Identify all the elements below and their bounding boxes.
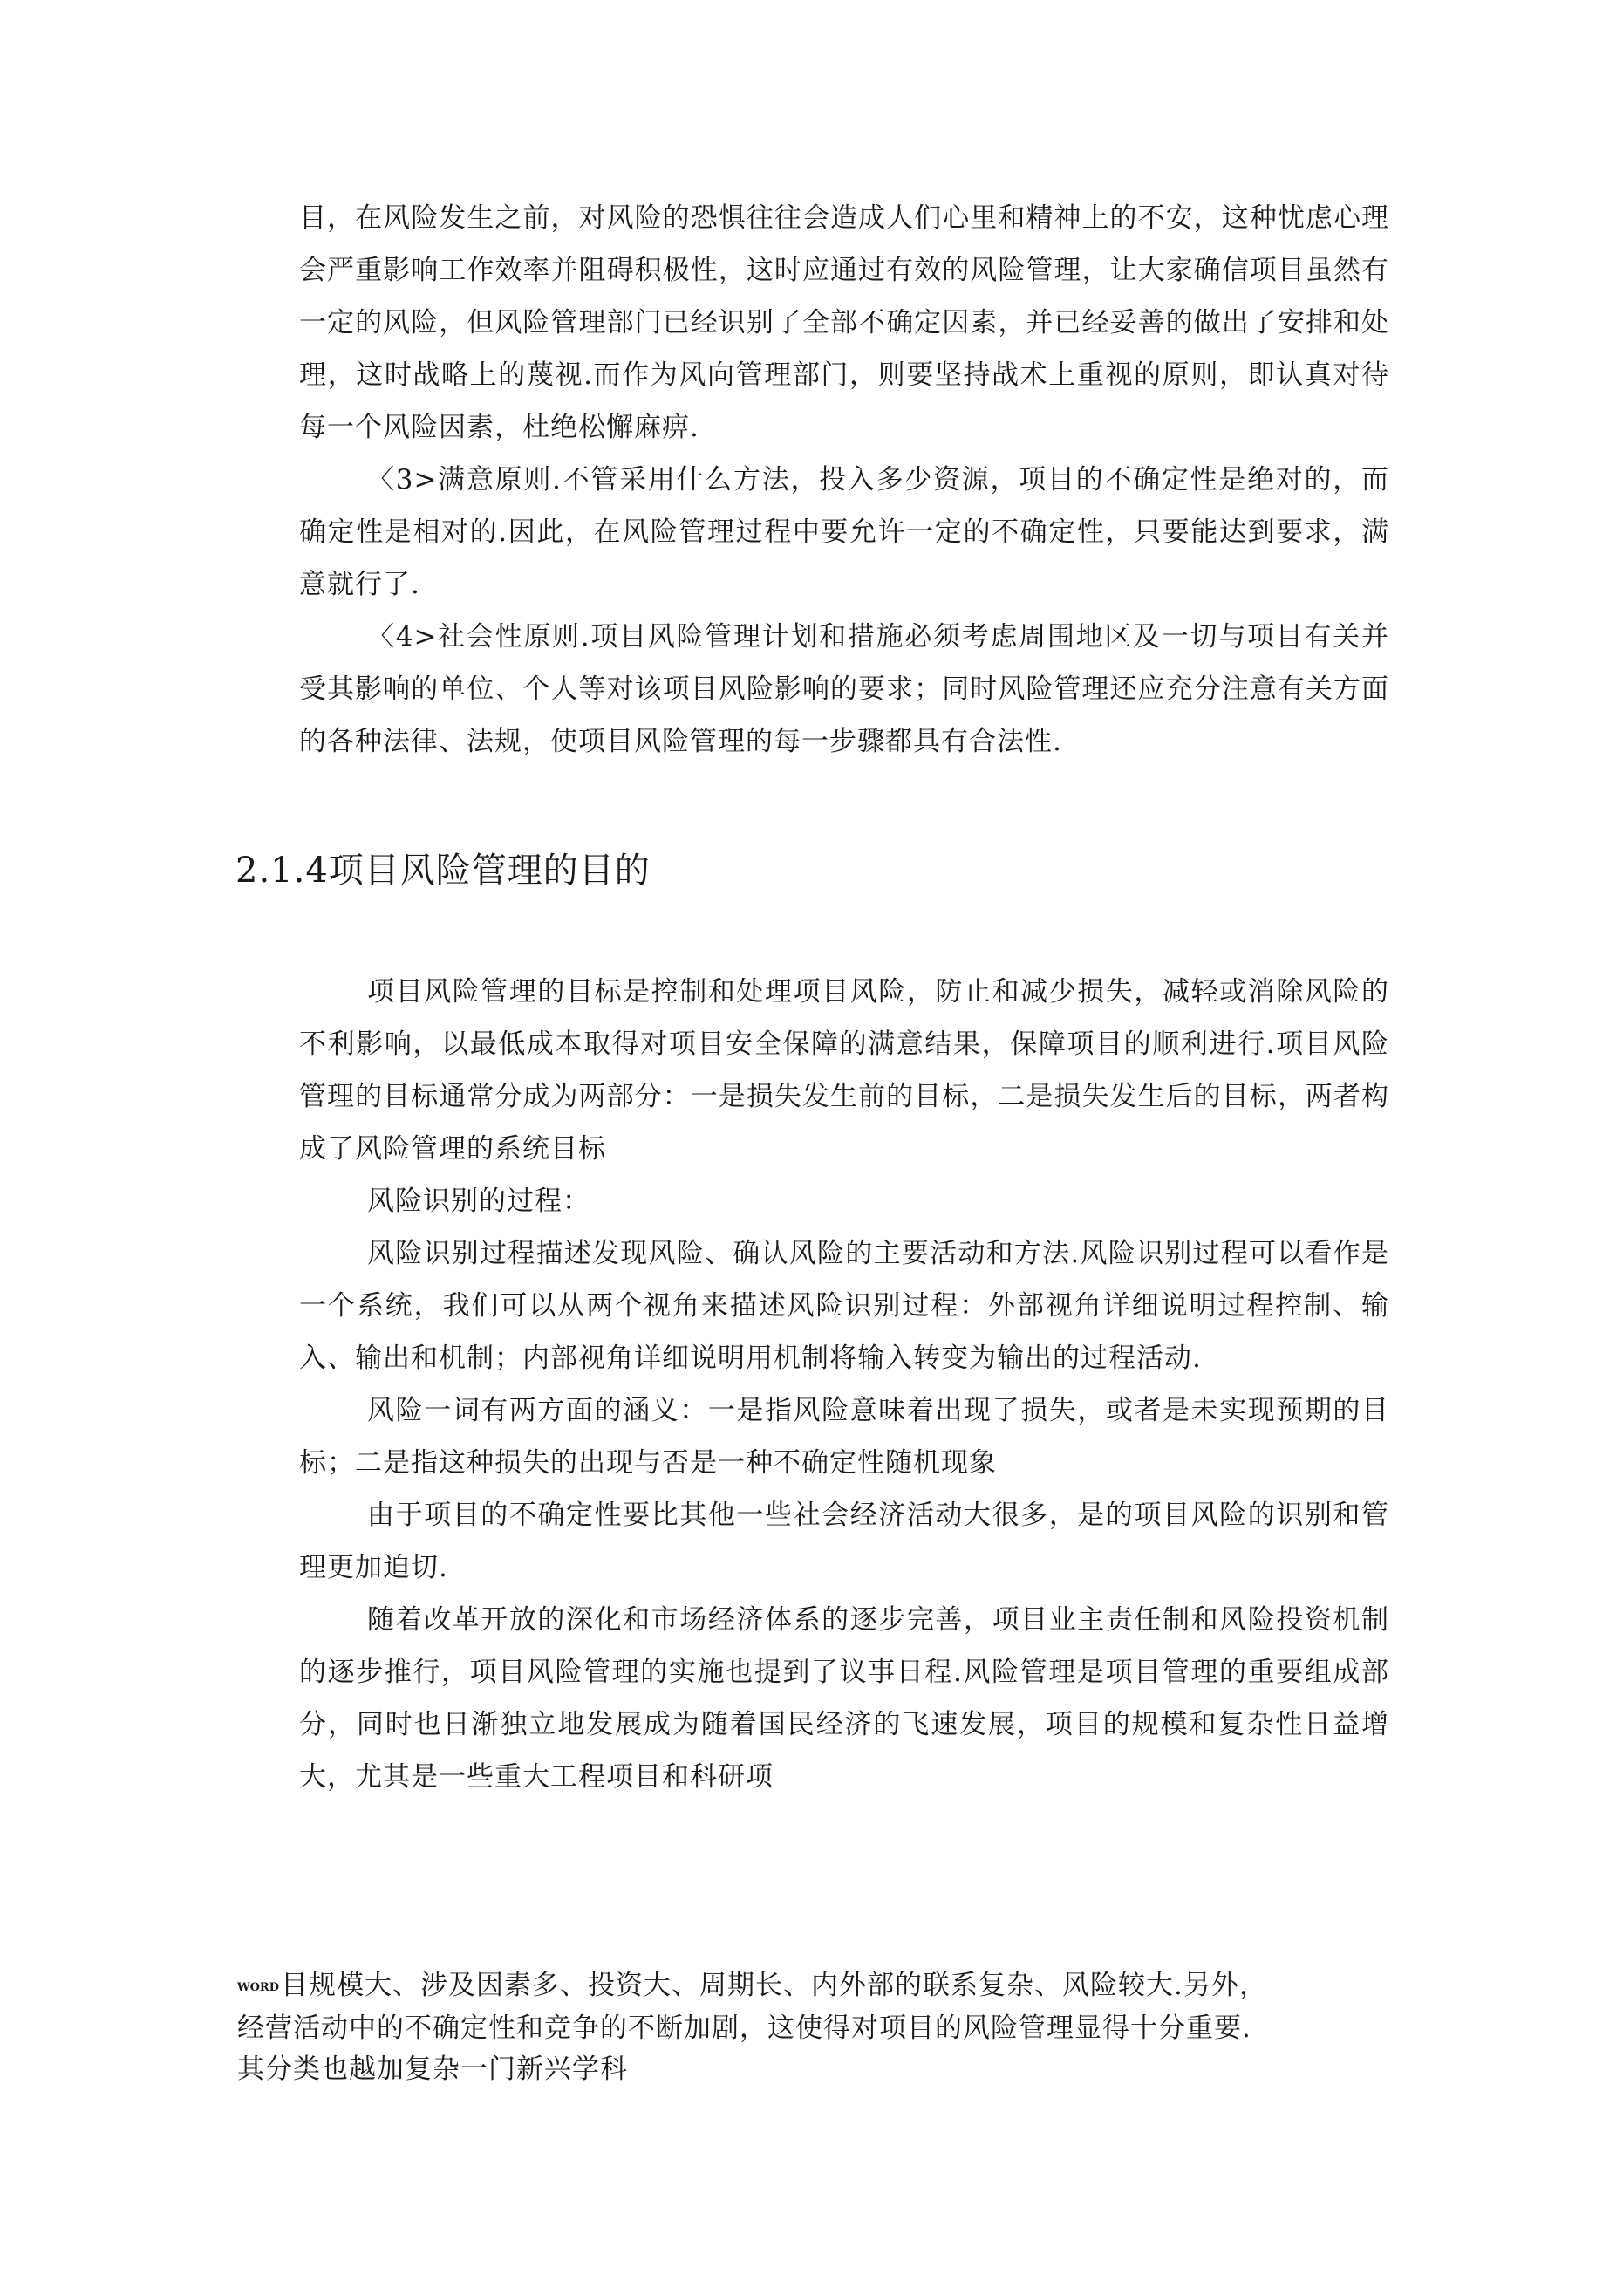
paragraph-satisfaction-principle: 〈3>满意原则.不管采用什么方法，投入多少资源，项目的不确定性是绝对的，而确定性是相对的.因此，在风险管理过程中要允许一定的不确定性，只要能达到要求，满意就行了. [299,464,1389,600]
footer-line-2: 经营活动中的不确定性和竞争的不断加剧，这使得对项目的风险管理显得十分重要. [237,2012,1251,2044]
paragraph-risk-meaning: 风险一词有两方面的涵义：一是指风险意味着出现了损失，或者是未实现预期的目标；二是指这种损失的出现与否是一种不确定性随机现象 [299,1395,1389,1479]
footer-line-1-text: 目规模大、涉及因素多、投资大、周期长、内外部的联系复杂、风险较大.另外， [281,1970,1267,2001]
paragraph-identification-process: 风险识别过程描述发现风险、确认风险的主要活动和方法.风险识别过程可以看作是一个系统，我们可以从两个视角来描述风险识别过程：外部视角详细说明过程控制、输入、输出和机制；内部视角详细说明用机制将输入转变为输出的过程活动. [299,1238,1389,1374]
footer-line-3: 其分类也越加复杂一门新兴学科 [237,2053,628,2085]
paragraph-social-principle: 〈4>社会性原则.项目风险管理计划和措施必须考虑周围地区及一切与项目有关并受其影响的单位、个人等对该项目风险影响的要求；同时风险管理还应充分注意有关方面的各种法律、法规，使项目风险管理的每一步骤都具有合法性. [299,621,1389,757]
section-heading: 2.1.4项目风险管理的目的 [235,851,651,891]
paragraph-identification-title: 风险识别的过程： [367,1186,590,1217]
section-principles [299,192,1389,768]
paragraph-uncertainty: 由于项目的不确定性要比其他一些社会经济活动大很多，是的项目风险的识别和管理更加迫切. [299,1500,1389,1583]
paragraph-objectives: 项目风险管理的目标是控制和处理项目风险，防止和减少损失，减轻或消除风险的不利影响，以最低成本取得对项目安全保障的满意结果，保障项目的顺利进行.项目风险管理的目标通常分成为两部分：一是损失发生前的目标，二是损失发生后的目标，两者构成了风险管理的系统目标 [299,976,1389,1165]
paragraph-continuation: 目，在风险发生之前，对风险的恐惧往往会造成人们心里和精神上的不安，这种忧虑心理会严重影响工作效率并阻碍积极性，这时应通过有效的风险管理，让大家确信项目虽然有一定的风险，但风险管理部门已经识别了全部不确定因素，并已经妥善的做出了安排和处理，这时战略上的蔑视.而作为风向管理部门，则要坚持战术上重视的原则，即认真对待每一个风险因素，杜绝松懈麻痹. [299,202,1389,443]
footer-line-1 [237,1965,1397,2008]
page-footer [237,1965,1397,2090]
word-watermark: WORD [237,1981,280,1994]
section-objectives [299,966,1389,1803]
paragraph-reform: 随着改革开放的深化和市场经济体系的逐步完善，项目业主责任制和风险投资机制的逐步推行，项目风险管理的实施也提到了议事日程.风险管理是项目管理的重要组成部分，同时也日渐独立地发展成为随着国民经济的飞速发展，项目的规模和复杂性日益增大，尤其是一些重大工程项目和科研项 [299,1604,1389,1793]
